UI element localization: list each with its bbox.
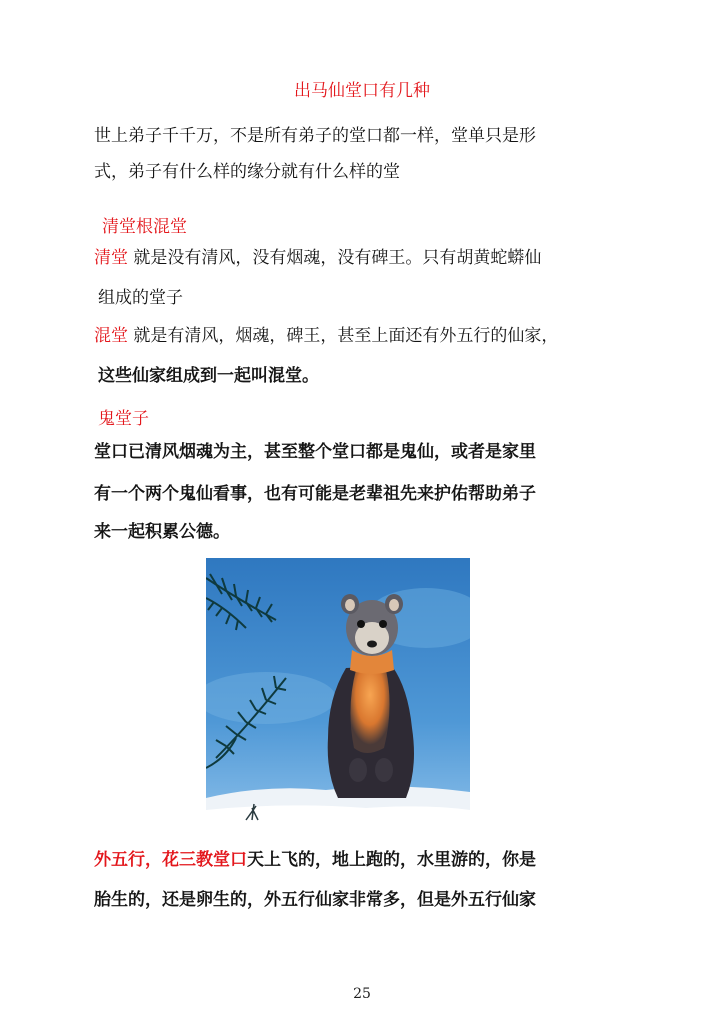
wuxing-text: 天上飞的，地上跑的，水里游的，你是 xyxy=(247,850,536,870)
qing-tang-text: 就是没有清风，没有烟魂，没有碑王。只有胡黄蛇蟒仙 xyxy=(128,248,542,268)
intro-line-2: 式，弟子有什么样的缘分就有什么样的堂 xyxy=(94,162,400,182)
page-number: 25 xyxy=(353,986,371,1002)
section-heading-qing-hun: 清堂根混堂 xyxy=(102,217,187,237)
qing-tang-line-1 xyxy=(94,246,541,270)
wuxing-term: 外五行，花三教堂口 xyxy=(94,850,247,870)
marten-photo xyxy=(206,558,470,830)
hun-tang-text: 就是有清风，烟魂，碑王，甚至上面还有外五行的仙家， xyxy=(128,326,559,346)
page-title: 出马仙堂口有几种 xyxy=(294,81,430,101)
qing-tang-term: 清堂 xyxy=(94,248,128,268)
section-heading-gui: 鬼堂子 xyxy=(98,409,149,429)
gui-line-1: 堂口已清风烟魂为主，甚至整个堂口都是鬼仙，或者是家里 xyxy=(94,442,536,462)
intro-line-1: 世上弟子千千万，不是所有弟子的堂口都一样，堂单只是形 xyxy=(94,126,536,146)
wuxing-line-2: 胎生的，还是卵生的，外五行仙家非常多，但是外五行仙家 xyxy=(94,890,536,910)
gui-line-3: 来一起积累公德。 xyxy=(94,522,230,542)
qing-tang-line-2: 组成的堂子 xyxy=(98,288,183,308)
hun-tang-line-2: 这些仙家组成到一起叫混堂。 xyxy=(98,366,319,386)
hun-tang-term: 混堂 xyxy=(94,326,128,346)
wuxing-line-1 xyxy=(94,848,536,872)
hun-tang-line-1 xyxy=(94,324,558,348)
gui-line-2: 有一个两个鬼仙看事，也有可能是老辈祖先来护佑帮助弟子 xyxy=(94,484,536,504)
